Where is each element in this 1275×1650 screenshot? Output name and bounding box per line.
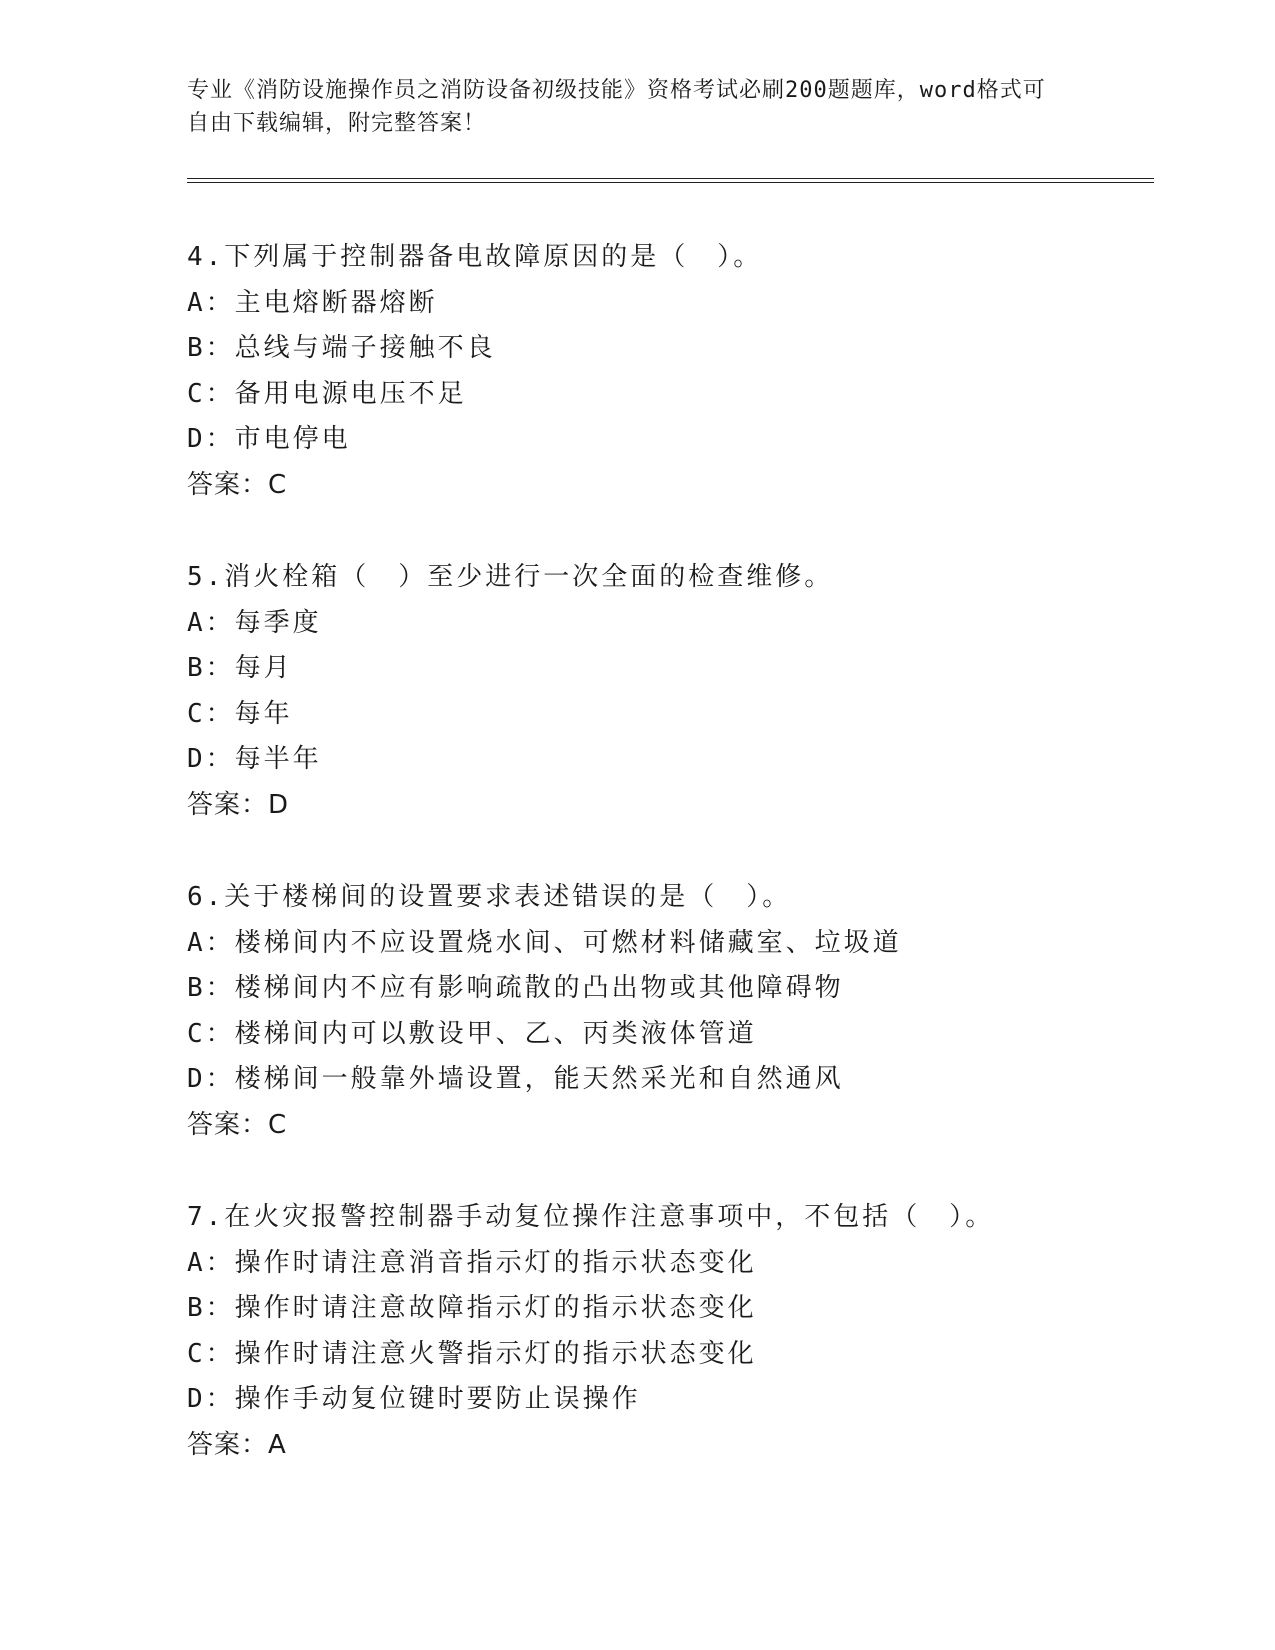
answer-line: 答案：D xyxy=(187,789,290,820)
question-5 xyxy=(187,555,1147,875)
question-7 xyxy=(187,1195,1147,1515)
option-c: C：每年 xyxy=(187,698,293,729)
question-4 xyxy=(187,235,1147,555)
answer-line: 答案：C xyxy=(187,469,288,500)
answer-line: 答案：A xyxy=(187,1429,287,1460)
question-stem: 4.下列属于控制器备电故障原因的是（ ）。 xyxy=(187,242,763,272)
option-a: A：楼梯间内不应设置烧水间、可燃材料储藏室、垃圾道 xyxy=(187,927,902,958)
option-b: B：操作时请注意故障指示灯的指示状态变化 xyxy=(187,1293,757,1323)
option-c: C：操作时请注意火警指示灯的指示状态变化 xyxy=(187,1338,757,1369)
option-c: C：楼梯间内可以敷设甲、乙、丙类液体管道 xyxy=(187,1018,757,1049)
option-a: A：主电熔断器熔断 xyxy=(187,287,438,318)
option-d: D：操作手动复位键时要防止误操作 xyxy=(187,1384,641,1414)
option-d: D：市电停电 xyxy=(187,424,351,454)
document-header: 专业《消防设施操作员之消防设备初级技能》资格考试必刷200题题库，word格式可自由下载编辑，附完整答案！ xyxy=(187,78,1046,136)
option-d: D：楼梯间一般靠外墙设置，能天然采光和自然通风 xyxy=(187,1064,844,1094)
option-d: D：每半年 xyxy=(187,744,322,774)
question-list xyxy=(187,235,1147,1515)
answer-line: 答案：C xyxy=(187,1109,288,1140)
option-b: B：总线与端子接触不良 xyxy=(187,333,496,363)
option-a: A：每季度 xyxy=(187,607,322,638)
header-divider xyxy=(187,178,1154,183)
option-c: C：备用电源电压不足 xyxy=(187,378,467,409)
question-6 xyxy=(187,875,1147,1195)
question-stem: 6.关于楼梯间的设置要求表述错误的是（ ）。 xyxy=(187,882,792,912)
question-stem: 7.在火灾报警控制器手动复位操作注意事项中，不包括（ ）。 xyxy=(187,1202,995,1232)
option-b: B：楼梯间内不应有影响疏散的凸出物或其他障碍物 xyxy=(187,973,844,1003)
option-b: B：每月 xyxy=(187,653,293,683)
option-a: A：操作时请注意消音指示灯的指示状态变化 xyxy=(187,1247,757,1278)
question-stem: 5.消火栓箱（ ）至少进行一次全面的检查维修。 xyxy=(187,562,834,592)
